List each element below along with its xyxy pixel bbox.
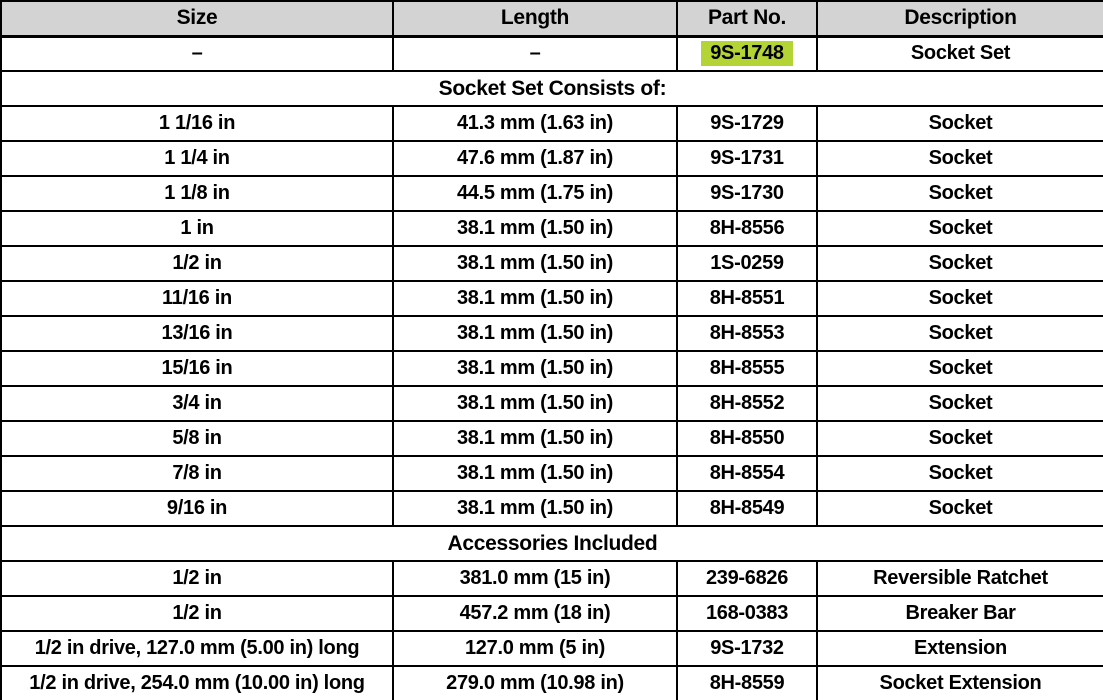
- description-cell: Socket: [817, 316, 1103, 351]
- length-cell: 38.1 mm (1.50 in): [393, 211, 677, 246]
- part-no-cell: 8H-8550: [677, 421, 817, 456]
- part-no-cell: 9S-1730: [677, 176, 817, 211]
- description-cell: Socket Extension: [817, 666, 1103, 700]
- part-no-cell: 9S-1732: [677, 631, 817, 666]
- length-cell: 38.1 mm (1.50 in): [393, 386, 677, 421]
- table-row: [1, 631, 1103, 666]
- column-header-size: Size: [1, 1, 393, 36]
- description-cell: Socket: [817, 141, 1103, 176]
- description-cell: Socket: [817, 421, 1103, 456]
- length-cell: 127.0 mm (5 in): [393, 631, 677, 666]
- table-row: [1, 246, 1103, 281]
- table-row: [1, 456, 1103, 491]
- table-row: [1, 666, 1103, 700]
- table-row: [1, 176, 1103, 211]
- header-row: [1, 1, 1103, 36]
- description-cell: Breaker Bar: [817, 596, 1103, 631]
- length-cell: 38.1 mm (1.50 in): [393, 316, 677, 351]
- part-no-cell: 8H-8559: [677, 666, 817, 700]
- part-no-cell: 9S-1729: [677, 106, 817, 141]
- part-no-cell: 8H-8552: [677, 386, 817, 421]
- size-cell: 1/2 in: [1, 596, 393, 631]
- description-cell: Socket: [817, 246, 1103, 281]
- length-cell: 38.1 mm (1.50 in): [393, 281, 677, 316]
- size-cell: 15/16 in: [1, 351, 393, 386]
- table-row: [1, 491, 1103, 526]
- description-cell: Extension: [817, 631, 1103, 666]
- description-cell: Socket: [817, 106, 1103, 141]
- size-cell: –: [1, 36, 393, 71]
- table-row: [1, 316, 1103, 351]
- size-cell: 5/8 in: [1, 421, 393, 456]
- table-body: [1, 36, 1103, 700]
- length-cell: 38.1 mm (1.50 in): [393, 456, 677, 491]
- description-cell: Socket: [817, 176, 1103, 211]
- section-header: Socket Set Consists of:: [1, 71, 1103, 106]
- size-cell: 3/4 in: [1, 386, 393, 421]
- part-no-cell: 8H-8549: [677, 491, 817, 526]
- description-cell: Socket: [817, 386, 1103, 421]
- description-cell: Socket: [817, 211, 1103, 246]
- part-no-cell: 9S-1731: [677, 141, 817, 176]
- part-no-cell: 1S-0259: [677, 246, 817, 281]
- length-cell: 279.0 mm (10.98 in): [393, 666, 677, 700]
- table-row: [1, 421, 1103, 456]
- length-cell: 38.1 mm (1.50 in): [393, 246, 677, 281]
- part-no-cell: 168-0383: [677, 596, 817, 631]
- description-cell: Reversible Ratchet: [817, 561, 1103, 596]
- part-no-cell: 8H-8553: [677, 316, 817, 351]
- length-cell: 47.6 mm (1.87 in): [393, 141, 677, 176]
- section-header: Accessories Included: [1, 526, 1103, 561]
- column-header-part-no: Part No.: [677, 1, 817, 36]
- length-cell: 38.1 mm (1.50 in): [393, 491, 677, 526]
- part-no-cell: 8H-8555: [677, 351, 817, 386]
- size-cell: 13/16 in: [1, 316, 393, 351]
- table-row: [1, 351, 1103, 386]
- size-cell: 1 1/4 in: [1, 141, 393, 176]
- length-cell: –: [393, 36, 677, 71]
- size-cell: 7/8 in: [1, 456, 393, 491]
- length-cell: 38.1 mm (1.50 in): [393, 351, 677, 386]
- size-cell: 1 1/8 in: [1, 176, 393, 211]
- description-cell: Socket: [817, 351, 1103, 386]
- part-no-cell: [677, 36, 817, 71]
- table-row: [1, 211, 1103, 246]
- part-no-cell: 239-6826: [677, 561, 817, 596]
- table-row: [1, 106, 1103, 141]
- size-cell: 1/2 in: [1, 561, 393, 596]
- length-cell: 41.3 mm (1.63 in): [393, 106, 677, 141]
- size-cell: 1/2 in: [1, 246, 393, 281]
- description-cell: Socket: [817, 456, 1103, 491]
- size-cell: 1 1/16 in: [1, 106, 393, 141]
- column-header-description: Description: [817, 1, 1103, 36]
- description-cell: Socket: [817, 491, 1103, 526]
- size-cell: 1/2 in drive, 254.0 mm (10.00 in) long: [1, 666, 393, 700]
- table-row: [1, 386, 1103, 421]
- size-cell: 1 in: [1, 211, 393, 246]
- length-cell: 381.0 mm (15 in): [393, 561, 677, 596]
- column-header-length: Length: [393, 1, 677, 36]
- description-cell: Socket Set: [817, 36, 1103, 71]
- table-header: [1, 1, 1103, 36]
- table-row: [1, 596, 1103, 631]
- section-row: [1, 526, 1103, 561]
- description-cell: Socket: [817, 281, 1103, 316]
- section-row: [1, 71, 1103, 106]
- highlighted-part-number: 9S-1748: [701, 41, 793, 66]
- size-cell: 11/16 in: [1, 281, 393, 316]
- table-row: [1, 561, 1103, 596]
- part-no-cell: 8H-8554: [677, 456, 817, 491]
- size-cell: 1/2 in drive, 127.0 mm (5.00 in) long: [1, 631, 393, 666]
- table-row: [1, 36, 1103, 71]
- length-cell: 38.1 mm (1.50 in): [393, 421, 677, 456]
- table-row: [1, 281, 1103, 316]
- table-row: [1, 141, 1103, 176]
- part-no-cell: 8H-8551: [677, 281, 817, 316]
- length-cell: 457.2 mm (18 in): [393, 596, 677, 631]
- part-no-cell: 8H-8556: [677, 211, 817, 246]
- size-cell: 9/16 in: [1, 491, 393, 526]
- length-cell: 44.5 mm (1.75 in): [393, 176, 677, 211]
